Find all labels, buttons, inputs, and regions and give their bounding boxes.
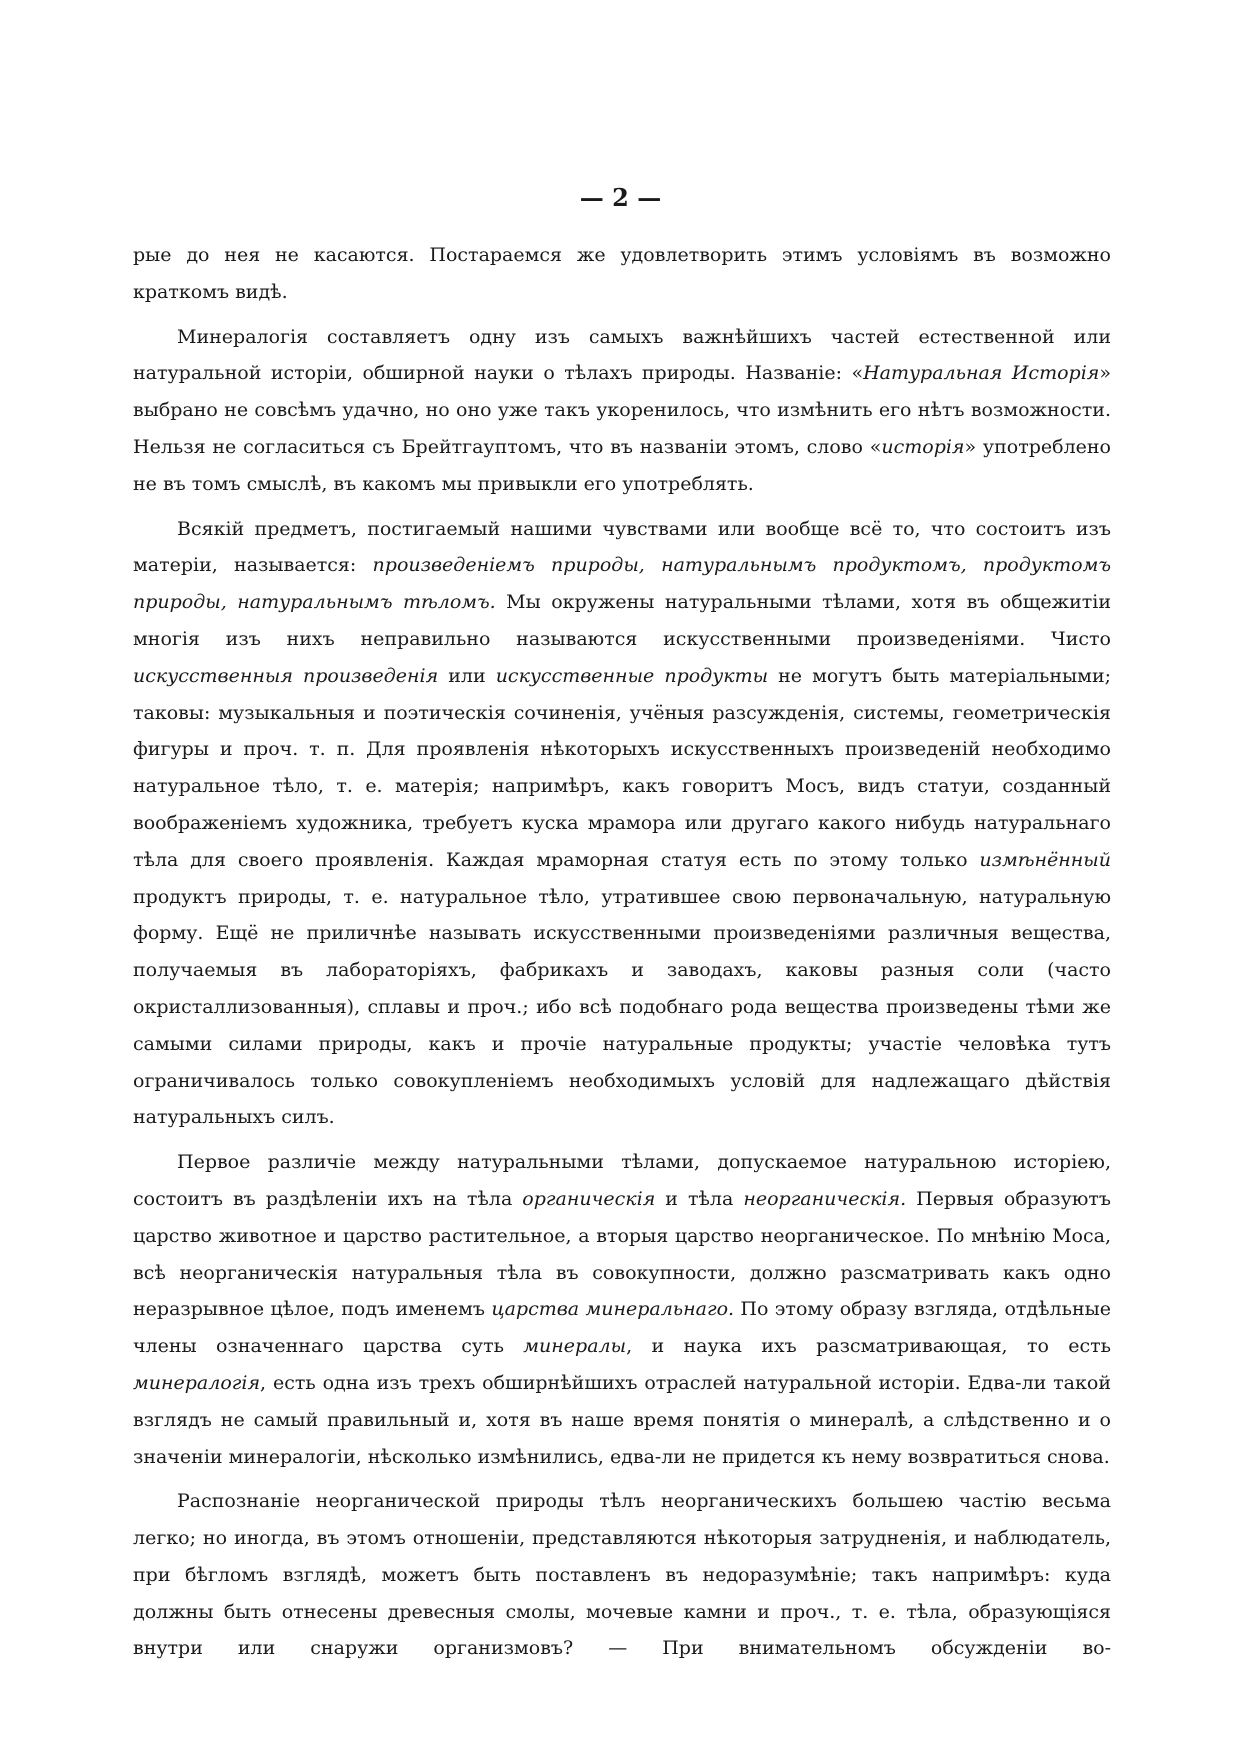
- paragraph: [133, 237, 1111, 311]
- paragraph: [133, 1144, 1111, 1475]
- text-run: Минералогiя составляетъ одну изъ самыхъ важнѣйшихъ частей естественной или натуральной исторiи, обширной науки о тѣлахъ природы. Названiе: «: [133, 325, 1111, 385]
- italic-term: искусственные продукты: [495, 664, 769, 687]
- paragraph: [133, 1483, 1111, 1667]
- text-run: не могутъ быть матерiальными; таковы: музыкальныя и поэтическiя сочиненiя, учёныя разсужденiя, системы, геометрическiя фигуры и проч. т. п. Для проявленiя нѣкоторыхъ искусственныхъ произведенiй необходимо натуральное тѣло, т. е. матерiя; напримѣръ, какъ говоритъ Мосъ, видъ статуи, созданный воображенiемъ художника, требуетъ куска мрамора или другаго какого нибудь натуральнаго тѣла для своего проявленiя. Каждая мраморная статуя есть по этому только: [133, 664, 1112, 871]
- italic-term: минералогiя: [133, 1371, 261, 1394]
- text-run: Мы окружены натуральными тѣлами, хотя въ общежитiи многiя изъ нихъ неправильно называются искусственными произведенiями. Чисто: [133, 591, 1111, 650]
- text-run: продуктъ природы, т. е. натуральное тѣло, утратившее свою первоначальную, натуральную форму. Ещё не приличнѣе называть искусственными произведенiями различныя вещества, получаемыя въ лабораторiяхъ, фабрикахъ и заводахъ, каковы разныя соли (часто окристаллизованныя), сплавы и проч.; ибо всѣ подобнаго рода вещества произведены тѣми же самыми силами природы, какъ и прочiе натуральные продукты; участiе человѣка тутъ ограничивалось только совокупленiемъ необходимыхъ условiй для надлежащаго дѣйствiя натуральныхъ силъ.: [133, 885, 1111, 1129]
- italic-term: органическiя: [522, 1187, 656, 1210]
- italic-term: измѣнённый: [979, 848, 1111, 871]
- text-run: , и наука ихъ разсматривающая, то есть: [626, 1335, 1111, 1358]
- paragraph: [133, 511, 1111, 1137]
- text-run: Распознанiе неорганической природы тѣлъ неорганическихъ большею частiю весьма легко; но иногда, въ этомъ отношенiи, представляются нѣкоторыя затрудненiя, и наблюдатель, при бѣгломъ взглядѣ, можетъ быть поставленъ въ недоразумѣнiе; такъ напримѣръ: куда должны быть отнесены древесныя смолы, мочевые камни и проч., т. е. тѣла, образующiяся внутри или снаружи организмовъ? — При внимательномъ обсужденiи во-: [133, 1490, 1111, 1660]
- text-run: » употреблено не въ томъ смыслѣ, въ какомъ мы привыкли его употреблять.: [133, 435, 1111, 495]
- paragraph: [133, 319, 1111, 503]
- italic-term: произведенiемъ природы, натуральнымъ продуктомъ, продуктомъ природы, натуральнымъ тѣломъ.: [133, 554, 1112, 614]
- text-run: Первое различiе между натуральными тѣлами, допускаемое натуральною исторiею, состоитъ въ раздѣленiи ихъ на тѣла: [133, 1151, 1111, 1210]
- italic-term: исторiя: [881, 435, 965, 458]
- text-run: рые до нея не касаются. Постараемся же удовлетворить этимъ условiямъ въ возможно краткомъ видѣ.: [133, 244, 1111, 303]
- italic-term: минералы: [523, 1335, 627, 1358]
- text-run: По этому образу взгляда, отдѣльные члены означеннаго царства суть: [133, 1298, 1111, 1358]
- text-run: Первыя образуютъ царство животное и царство растительное, а вторыя царство неорганическое. По мнѣнiю Моса, всѣ неорганическiя натуральныя тѣла въ совокупности, должно разсматривать какъ одно неразрывное цѣлое, подъ именемъ: [133, 1187, 1111, 1321]
- body-text: [133, 237, 1111, 1667]
- text-run: » выбрано не совсѣмъ удачно, но оно уже такъ укоренилось, что измѣнить его нѣтъ возможности. Нельзя не согласиться съ Брейтгауптомъ, что въ названiи этомъ, слово «: [133, 362, 1111, 458]
- text-run: Всякiй предметъ, постигаемый нашими чувствами или вообще всё то, что состоитъ изъ матерiи, называется:: [133, 517, 1111, 577]
- italic-term: Натуральная Исторiя: [863, 362, 1100, 385]
- page-number: — 2 —: [579, 183, 662, 212]
- italic-term: искусственныя произведенiя: [133, 664, 439, 687]
- italic-term: неорганическiя.: [743, 1187, 907, 1210]
- text-run: или: [438, 664, 496, 687]
- italic-term: царства минеральнаго.: [491, 1298, 735, 1321]
- text-run: и тѣла: [655, 1187, 744, 1210]
- text-run: , есть одна изъ трехъ обширнѣйшихъ отраслей натуральной исторiи. Едва-ли такой взглядъ не самый правильный и, хотя въ наше время понятiя о минералѣ, а слѣдственно и о значенiи минералогiи, нѣсколько измѣнились, едва-ли не придется къ нему возвратиться снова.: [133, 1371, 1111, 1468]
